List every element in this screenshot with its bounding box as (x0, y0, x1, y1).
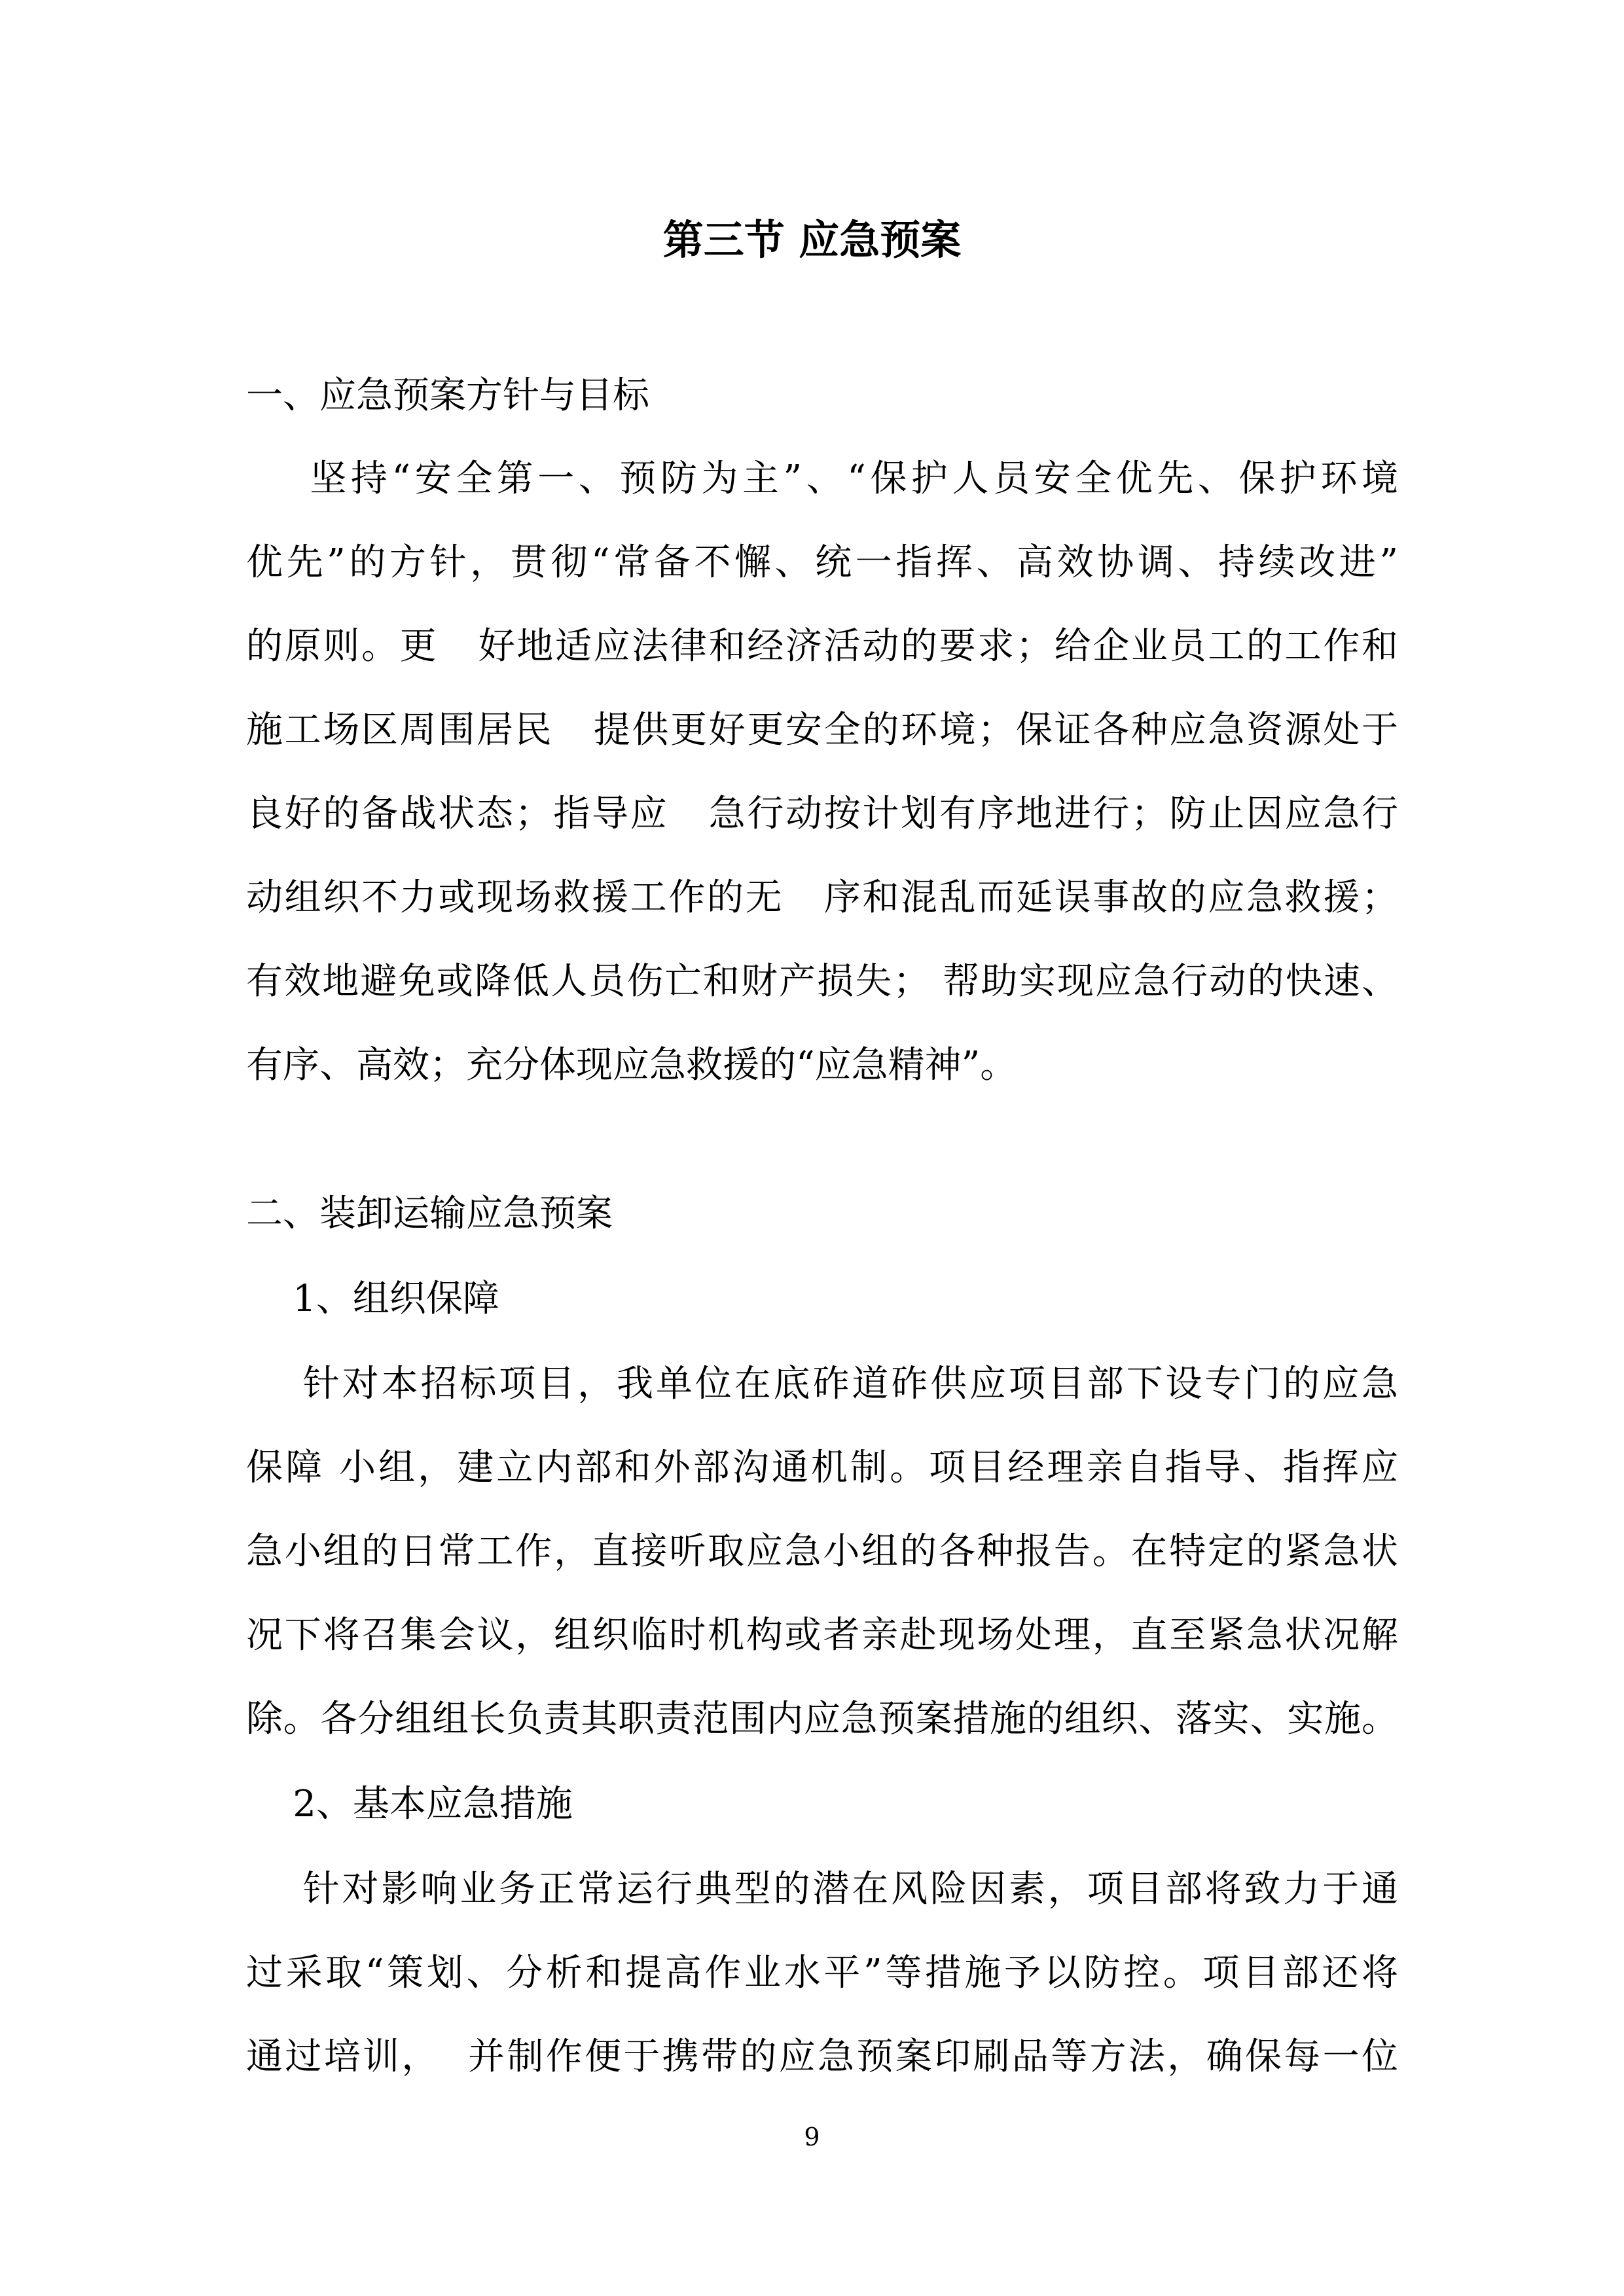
paragraph-line: 保障 小组，建立内部和外部沟通机制。项目经理亲自指导、指挥应 (246, 1446, 1398, 1489)
paragraph-line: 急小组的日常工作，直接听取应急小组的各种报告。在特定的紧急状 (246, 1530, 1398, 1573)
section-title: 第三节 应急预案 (662, 216, 962, 264)
paragraph-line: 除。各分组组长负责其职责范围内应急预案措施的组织、落实、实施。 (246, 1698, 1398, 1740)
paragraph-line: 况下将召集会议，组织临时机构或者亲赴现场处理，直至紧急状况解 (246, 1614, 1398, 1657)
paragraph-line: 针对影响业务正常运行典型的潜在风险因素，项目部将致力于通 (246, 1868, 1398, 1910)
heading-loading-transport: 二、装卸运输应急预案 (246, 1193, 613, 1235)
paragraph-line: 有效地避免或降低人员伤亡和财产损失； 帮助实现应急行动的快速、 (246, 960, 1398, 1003)
paragraph-line: 有序、高效；充分体现应急救援的“应急精神”。 (246, 1044, 1017, 1086)
paragraph-line: 过采取“策划、分析和提高作业水平”等措施予以防控。项目部还将 (246, 1952, 1398, 1994)
paragraph-line: 动组织不力或现场救援工作的无 序和混乱而延误事故的应急救援； (246, 876, 1398, 919)
subheading-organization: 1、组织保障 (246, 1278, 499, 1320)
paragraph-line: 针对本招标项目，我单位在底砟道砟供应项目部下设专门的应急 (246, 1363, 1398, 1405)
page-number: 9 (804, 2123, 820, 2151)
paragraph-line: 坚持“安全第一、预防为主”、“保护人员安全优先、保护环境 (246, 457, 1398, 500)
subheading-basic-measures: 2、基本应急措施 (246, 1783, 573, 1825)
paragraph-line: 通过培训， 并制作便于携带的应急预案印刷品等方法，确保每一位 (246, 2036, 1398, 2078)
paragraph-line: 优先”的方针，贯彻“常备不懈、统一指挥、高效协调、持续改进” (246, 541, 1398, 584)
paragraph-line: 良好的备战状态；指导应 急行动按计划有序地进行；防止因应急行 (246, 793, 1398, 835)
heading-policy-goals: 一、应急预案方针与目标 (246, 374, 649, 417)
paragraph-line: 的原则。更 好地适应法律和经济活动的要求；给企业员工的工作和 (246, 625, 1398, 668)
paragraph-line: 施工场区周围居民 提供更好更安全的环境；保证各种应急资源处于 (246, 709, 1398, 751)
